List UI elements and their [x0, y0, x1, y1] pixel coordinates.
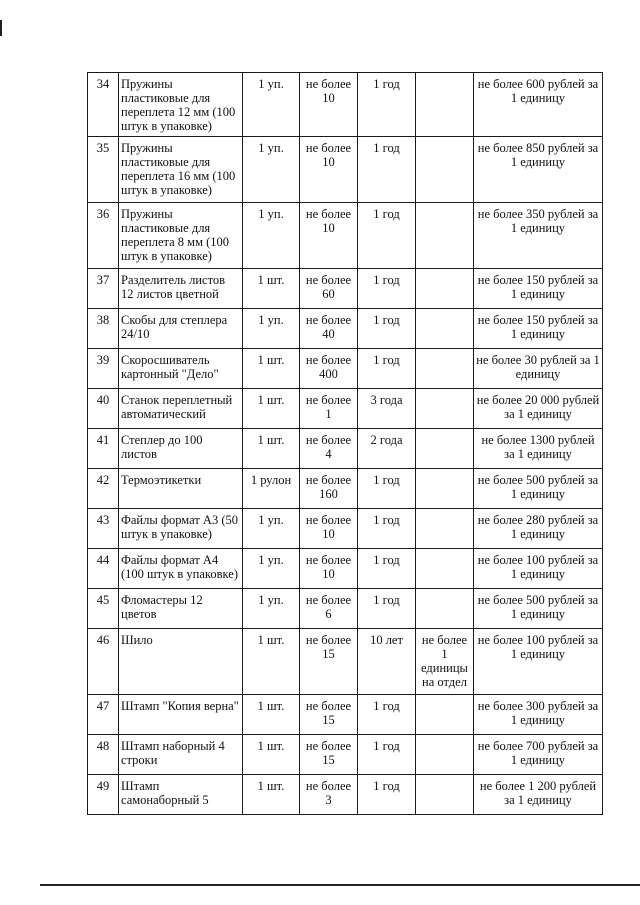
table-row	[88, 73, 603, 137]
quantity-cell: не более 10	[300, 203, 358, 269]
item-name-cell: Термоэтикетки	[119, 469, 243, 509]
unit-of-measure-cell: 1 рулон	[243, 469, 300, 509]
max-price-cell: не более 300 рублей за 1 единицу	[474, 695, 603, 735]
unit-of-measure-cell: 1 уп.	[243, 549, 300, 589]
unit-of-measure-cell: 1 шт.	[243, 349, 300, 389]
item-name-cell: Пружины пластиковые для переплета 8 мм (100 штук в упаковке)	[119, 203, 243, 269]
item-name-cell: Скоросшиватель картонный "Дело"	[119, 349, 243, 389]
quantity-cell: не более 40	[300, 309, 358, 349]
table-row	[88, 629, 603, 695]
table-row	[88, 735, 603, 775]
allocation-norm-cell	[416, 549, 474, 589]
allocation-norm-cell	[416, 695, 474, 735]
row-number-cell: 43	[88, 509, 119, 549]
table-row	[88, 269, 603, 309]
unit-of-measure-cell: 1 шт.	[243, 629, 300, 695]
max-price-cell: не более 500 рублей за 1 единицу	[474, 469, 603, 509]
service-term-cell: 1 год	[358, 309, 416, 349]
service-term-cell: 2 года	[358, 429, 416, 469]
item-name-cell: Фломастеры 12 цветов	[119, 589, 243, 629]
row-number-cell: 46	[88, 629, 119, 695]
quantity-cell: не более 1	[300, 389, 358, 429]
quantity-cell: не более 3	[300, 775, 358, 815]
supplies-table-body	[88, 73, 603, 815]
allocation-norm-cell	[416, 509, 474, 549]
allocation-norm-cell	[416, 429, 474, 469]
unit-of-measure-cell: 1 уп.	[243, 309, 300, 349]
quantity-cell: не более 10	[300, 73, 358, 137]
scan-edge-mark	[0, 20, 2, 36]
allocation-norm-cell	[416, 469, 474, 509]
unit-of-measure-cell: 1 шт.	[243, 269, 300, 309]
allocation-norm-cell: не более 1 единицы на отдел	[416, 629, 474, 695]
service-term-cell: 1 год	[358, 349, 416, 389]
unit-of-measure-cell: 1 уп.	[243, 73, 300, 137]
quantity-cell: не более 4	[300, 429, 358, 469]
bottom-scan-line	[40, 884, 640, 886]
item-name-cell: Шило	[119, 629, 243, 695]
unit-of-measure-cell: 1 шт.	[243, 775, 300, 815]
item-name-cell: Штамп наборный 4 строки	[119, 735, 243, 775]
service-term-cell: 10 лет	[358, 629, 416, 695]
service-term-cell: 1 год	[358, 269, 416, 309]
max-price-cell: не более 500 рублей за 1 единицу	[474, 589, 603, 629]
max-price-cell: не более 600 рублей за 1 единицу	[474, 73, 603, 137]
row-number-cell: 48	[88, 735, 119, 775]
max-price-cell: не более 20 000 рублей за 1 единицу	[474, 389, 603, 429]
unit-of-measure-cell: 1 шт.	[243, 389, 300, 429]
item-name-cell: Станок переплетный автоматический	[119, 389, 243, 429]
allocation-norm-cell	[416, 73, 474, 137]
row-number-cell: 40	[88, 389, 119, 429]
item-name-cell: Скобы для степлера 24/10	[119, 309, 243, 349]
row-number-cell: 37	[88, 269, 119, 309]
row-number-cell: 49	[88, 775, 119, 815]
unit-of-measure-cell: 1 уп.	[243, 509, 300, 549]
max-price-cell: не более 1 200 рублей за 1 единицу	[474, 775, 603, 815]
table-row	[88, 549, 603, 589]
table-row	[88, 589, 603, 629]
quantity-cell: не более 10	[300, 137, 358, 203]
supplies-table	[87, 72, 603, 815]
row-number-cell: 47	[88, 695, 119, 735]
quantity-cell: не более 10	[300, 549, 358, 589]
service-term-cell: 1 год	[358, 203, 416, 269]
quantity-cell: не более 15	[300, 695, 358, 735]
service-term-cell: 1 год	[358, 775, 416, 815]
row-number-cell: 45	[88, 589, 119, 629]
row-number-cell: 35	[88, 137, 119, 203]
table-row	[88, 137, 603, 203]
item-name-cell: Пружины пластиковые для переплета 12 мм (100 штук в упаковке)	[119, 73, 243, 137]
table-row	[88, 695, 603, 735]
max-price-cell: не более 150 рублей за 1 единицу	[474, 269, 603, 309]
table-row	[88, 775, 603, 815]
row-number-cell: 42	[88, 469, 119, 509]
service-term-cell: 3 года	[358, 389, 416, 429]
quantity-cell: не более 15	[300, 735, 358, 775]
max-price-cell: не более 850 рублей за 1 единицу	[474, 137, 603, 203]
max-price-cell: не более 150 рублей за 1 единицу	[474, 309, 603, 349]
table-row	[88, 429, 603, 469]
service-term-cell: 1 год	[358, 137, 416, 203]
service-term-cell: 1 год	[358, 73, 416, 137]
row-number-cell: 34	[88, 73, 119, 137]
allocation-norm-cell	[416, 269, 474, 309]
max-price-cell: не более 30 рублей за 1 единицу	[474, 349, 603, 389]
row-number-cell: 36	[88, 203, 119, 269]
unit-of-measure-cell: 1 уп.	[243, 203, 300, 269]
row-number-cell: 41	[88, 429, 119, 469]
quantity-cell: не более 6	[300, 589, 358, 629]
table-row	[88, 509, 603, 549]
unit-of-measure-cell: 1 шт.	[243, 429, 300, 469]
allocation-norm-cell	[416, 349, 474, 389]
allocation-norm-cell	[416, 775, 474, 815]
allocation-norm-cell	[416, 203, 474, 269]
item-name-cell: Файлы формат А3 (50 штук в упаковке)	[119, 509, 243, 549]
allocation-norm-cell	[416, 137, 474, 203]
allocation-norm-cell	[416, 309, 474, 349]
quantity-cell: не более 400	[300, 349, 358, 389]
table-row	[88, 349, 603, 389]
max-price-cell: не более 700 рублей за 1 единицу	[474, 735, 603, 775]
quantity-cell: не более 10	[300, 509, 358, 549]
max-price-cell: не более 1300 рублей за 1 единицу	[474, 429, 603, 469]
max-price-cell: не более 100 рублей за 1 единицу	[474, 549, 603, 589]
quantity-cell: не более 160	[300, 469, 358, 509]
table-row	[88, 203, 603, 269]
row-number-cell: 38	[88, 309, 119, 349]
max-price-cell: не более 350 рублей за 1 единицу	[474, 203, 603, 269]
max-price-cell: не более 280 рублей за 1 единицу	[474, 509, 603, 549]
item-name-cell: Штамп "Копия верна"	[119, 695, 243, 735]
service-term-cell: 1 год	[358, 509, 416, 549]
table-row	[88, 309, 603, 349]
row-number-cell: 44	[88, 549, 119, 589]
quantity-cell: не более 60	[300, 269, 358, 309]
service-term-cell: 1 год	[358, 589, 416, 629]
item-name-cell: Разделитель листов 12 листов цветной	[119, 269, 243, 309]
service-term-cell: 1 год	[358, 469, 416, 509]
allocation-norm-cell	[416, 735, 474, 775]
quantity-cell: не более 15	[300, 629, 358, 695]
table-row	[88, 389, 603, 429]
allocation-norm-cell	[416, 589, 474, 629]
item-name-cell: Штамп самонаборный 5	[119, 775, 243, 815]
unit-of-measure-cell: 1 шт.	[243, 695, 300, 735]
service-term-cell: 1 год	[358, 735, 416, 775]
row-number-cell: 39	[88, 349, 119, 389]
max-price-cell: не более 100 рублей за 1 единицу	[474, 629, 603, 695]
unit-of-measure-cell: 1 уп.	[243, 589, 300, 629]
item-name-cell: Файлы формат А4 (100 штук в упаковке)	[119, 549, 243, 589]
unit-of-measure-cell: 1 уп.	[243, 137, 300, 203]
item-name-cell: Пружины пластиковые для переплета 16 мм (100 штук в упаковке)	[119, 137, 243, 203]
item-name-cell: Степлер до 100 листов	[119, 429, 243, 469]
allocation-norm-cell	[416, 389, 474, 429]
table-row	[88, 469, 603, 509]
service-term-cell: 1 год	[358, 695, 416, 735]
service-term-cell: 1 год	[358, 549, 416, 589]
unit-of-measure-cell: 1 шт.	[243, 735, 300, 775]
